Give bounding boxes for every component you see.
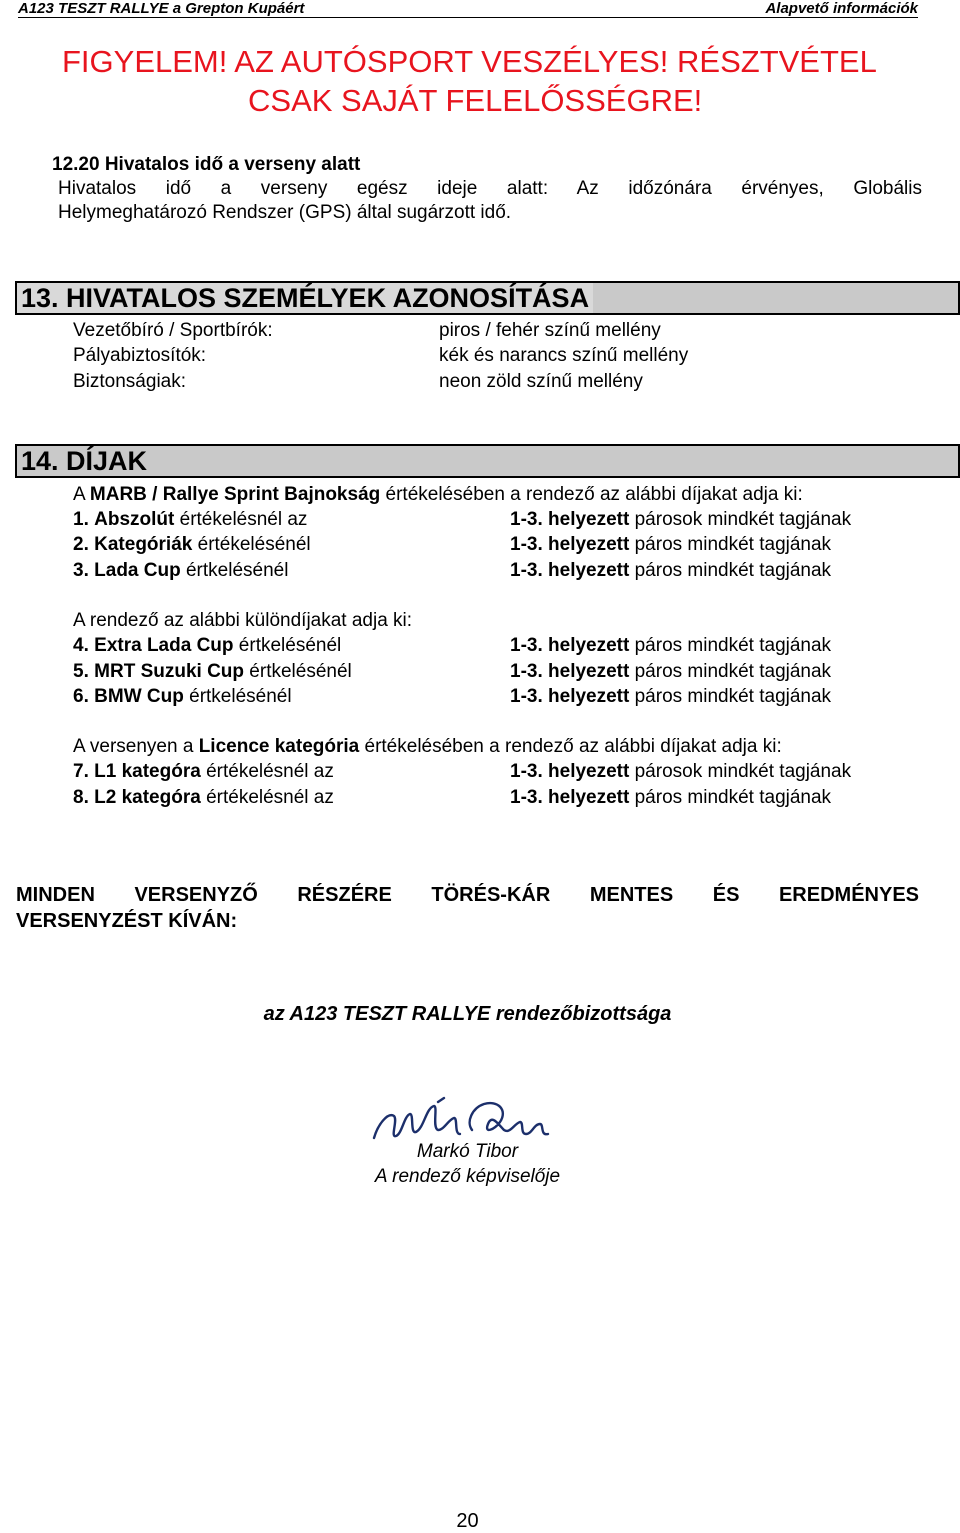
section-12-title: 12.20 Hivatalos idő a verseny alatt: [52, 154, 361, 175]
prize-category: L2 kategóra: [94, 787, 201, 808]
warning-line-1: FIGYELEM! AZ AUTÓSPORT VESZÉLYES! RÉSZTVÉTEL: [62, 44, 877, 79]
section-13-heading: [15, 281, 960, 315]
page-header: [18, 0, 918, 18]
prize-category: Kategóriák: [94, 534, 193, 555]
prize-row: [73, 785, 334, 810]
prize-place: [510, 684, 831, 709]
prize-place-label: 1-3. helyezett: [510, 509, 630, 530]
prize-text: értékelésénél: [192, 534, 311, 555]
section-12-line-2: Helymeghatározó Rendszer (GPS) által sugárzott idő.: [58, 202, 512, 223]
prize-num: 2.: [73, 534, 89, 555]
prize-row: [73, 759, 334, 784]
official-marker: piros / fehér színű mellény: [439, 320, 661, 341]
safety-warning: [62, 42, 922, 120]
prize-num: 6.: [73, 686, 89, 707]
official-marker: kék és narancs színű mellény: [439, 345, 689, 366]
section-12: [52, 153, 922, 225]
prize-category: Extra Lada Cup: [94, 635, 234, 656]
header-section: Alapvető információk: [765, 0, 918, 17]
prize-recipient: párosok mindkét tagjának: [629, 509, 852, 530]
prize-row: [73, 659, 352, 684]
prize-place-label: 1-3. helyezett: [510, 686, 630, 707]
prize-text: értkelésénél: [183, 686, 292, 707]
prize-num: 7.: [73, 761, 89, 782]
official-marker: neon zöld színű mellény: [439, 371, 643, 392]
prize-row: [73, 633, 341, 658]
prize-row: [73, 532, 311, 557]
prize-recipient: páros mindkét tagjának: [629, 787, 832, 808]
prizes-intro: [73, 482, 803, 507]
intro-text: A: [73, 484, 90, 505]
signatory-role: A rendező képviselője: [374, 1166, 561, 1187]
section-14-heading: [15, 444, 960, 478]
prize-place: [510, 759, 851, 784]
closing-wish: [16, 882, 919, 934]
prize-recipient: páros mindkét tagjának: [629, 534, 832, 555]
header-title: A123 TESZT RALLYE a Grepton Kupáért: [18, 0, 305, 17]
prize-text: értkelésénél: [233, 635, 342, 656]
official-role: Pályabiztosítók:: [73, 345, 207, 366]
prize-recipient: páros mindkét tagjának: [629, 635, 832, 656]
prize-recipient: páros mindkét tagjának: [629, 661, 832, 682]
prize-num: 3.: [73, 560, 89, 581]
prize-place: [510, 785, 831, 810]
prize-place: [510, 558, 831, 583]
prize-place-label: 1-3. helyezett: [510, 534, 630, 555]
prize-place-label: 1-3. helyezett: [510, 661, 630, 682]
prize-row: [73, 558, 288, 583]
prize-place: [510, 532, 831, 557]
prize-recipient: páros mindkét tagjának: [629, 686, 832, 707]
prize-place-label: 1-3. helyezett: [510, 635, 630, 656]
licence-intro: [73, 734, 782, 759]
prize-category: Lada Cup: [94, 560, 181, 581]
closing-line-2: VERSENYZÉST KÍVÁN:: [16, 910, 238, 932]
section-13-title: 13. HIVATALOS SZEMÉLYEK AZONOSÍTÁSA: [17, 283, 593, 313]
intro-text: A versenyen a: [73, 736, 199, 757]
prize-num: 5.: [73, 661, 89, 682]
closing-line-1: MINDEN VERSENYZŐ RÉSZÉRE TÖRÉS-KÁR MENTES ÉS EREDMÉNYES: [16, 884, 919, 906]
page-number: 20: [456, 1510, 479, 1532]
prize-text: értkelésénél: [180, 560, 289, 581]
prize-text: értékelésnél az: [200, 761, 334, 782]
organizer-committee: az A123 TESZT RALLYE rendezőbizottsága: [263, 1003, 672, 1025]
special-prizes-intro: A rendező az alábbi különdíjakat adja ki:: [73, 610, 413, 631]
section-14-title: 14. DÍJAK: [21, 446, 148, 476]
prize-text: értékelésnél az: [174, 509, 308, 530]
prize-place-label: 1-3. helyezett: [510, 787, 630, 808]
prize-num: 8.: [73, 787, 89, 808]
prize-place-label: 1-3. helyezett: [510, 761, 630, 782]
championship-name: MARB / Rallye Sprint Bajnokság: [89, 484, 381, 505]
prize-row: [73, 507, 307, 532]
official-role: Vezetőbíró / Sportbírók:: [73, 320, 273, 341]
prize-place: [510, 633, 831, 658]
licence-category: Licence kategória: [198, 736, 360, 757]
prize-num: 1.: [73, 509, 89, 530]
prize-category: MRT Suzuki Cup: [94, 661, 245, 682]
prize-recipient: párosok mindkét tagjának: [629, 761, 852, 782]
prize-category: L1 kategóra: [94, 761, 201, 782]
prize-category: BMW Cup: [94, 686, 184, 707]
prize-place-label: 1-3. helyezett: [510, 560, 630, 581]
prize-recipient: páros mindkét tagjának: [629, 560, 832, 581]
prize-place: [510, 507, 851, 532]
prize-place: [510, 659, 831, 684]
signatory-name: Markó Tibor: [416, 1141, 519, 1162]
prize-row: [73, 684, 292, 709]
prize-num: 4.: [73, 635, 89, 656]
warning-line-2: CSAK SAJÁT FELELŐSSÉGRE!: [248, 83, 703, 118]
prize-text: értkelésénél: [244, 661, 352, 682]
section-12-line-1: Hivatalos idő a verseny egész ideje alatt: Az időzónára érvényes, Globális: [58, 178, 922, 199]
prize-text: értékelésnél az: [200, 787, 334, 808]
intro-text: értékelésében a rendező az alábbi díjakat adja ki:: [359, 736, 782, 757]
official-role: Biztonságiak:: [73, 371, 187, 392]
prize-category: Abszolút: [94, 509, 175, 530]
intro-text: értékelésében a rendező az alábbi díjakat adja ki:: [380, 484, 803, 505]
